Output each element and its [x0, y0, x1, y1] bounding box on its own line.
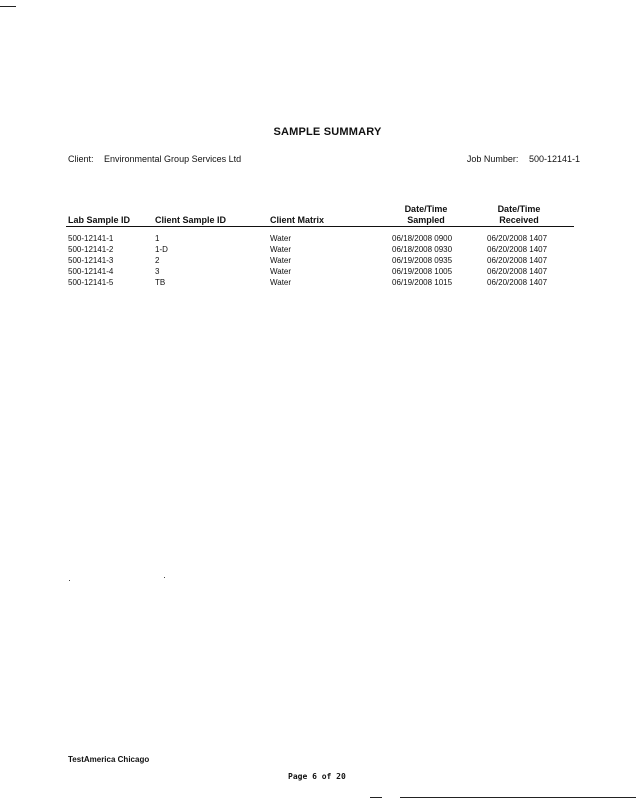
client-sample-id-cell: 3 — [155, 267, 160, 276]
sampled-datetime-cell: 06/19/2008 0935 — [392, 256, 453, 265]
header-client-matrix: Client Matrix — [270, 215, 325, 225]
lab-sample-id-cell: 500-12141-3 — [68, 256, 114, 265]
client-sample-id-cell: 2 — [155, 256, 160, 265]
client-sample-id-cell: TB — [155, 278, 166, 287]
job-number-value: 500-12141-1 — [528, 154, 580, 164]
sampled-datetime-cell: 06/18/2008 0930 — [392, 245, 453, 254]
header-sampled-line1: Date/Time — [404, 204, 448, 214]
client-matrix-cell: Water — [270, 256, 292, 265]
client-line — [68, 154, 241, 164]
header-received-line2: Received — [499, 215, 539, 225]
footer-company: TestAmerica Chicago — [68, 755, 150, 764]
sampled-datetime-cell: 06/18/2008 0900 — [392, 234, 453, 243]
header-client-sample-id: Client Sample ID — [155, 215, 227, 225]
lab-sample-id-cell: 500-12141-5 — [68, 278, 114, 287]
scan-speck — [69, 580, 70, 581]
header-received — [474, 204, 564, 226]
scan-edge-line — [400, 797, 636, 798]
table-row — [0, 267, 642, 278]
header-received-line1: Date/Time — [497, 204, 541, 214]
lab-sample-id-cell: 500-12141-1 — [68, 234, 114, 243]
table-row — [0, 278, 642, 289]
table-row — [0, 245, 642, 256]
job-number-label: Job Number: — [466, 154, 519, 164]
client-name: Environmental Group Services Ltd — [104, 154, 242, 164]
scan-speck — [164, 577, 165, 578]
job-number-line — [467, 154, 580, 164]
client-label: Client: — [68, 154, 94, 164]
received-datetime-cell: 06/20/2008 1407 — [487, 278, 548, 287]
scan-edge-line — [370, 797, 382, 798]
page-number: Page 6 of 20 — [288, 772, 346, 781]
lab-sample-id-cell: 500-12141-4 — [68, 267, 114, 276]
header-lab-sample-id: Lab Sample ID — [68, 215, 131, 225]
table-row — [0, 256, 642, 267]
client-sample-id-cell: 1 — [155, 234, 160, 243]
sampled-datetime-cell: 06/19/2008 1015 — [392, 278, 453, 287]
client-matrix-cell: Water — [270, 267, 292, 276]
scan-corner-mark — [0, 6, 16, 7]
header-sampled — [381, 204, 471, 226]
header-sampled-line2: Sampled — [407, 215, 445, 225]
client-sample-id-cell: 1-D — [155, 245, 168, 254]
received-datetime-cell: 06/20/2008 1407 — [487, 256, 548, 265]
client-matrix-cell: Water — [270, 234, 292, 243]
lab-sample-id-cell: 500-12141-2 — [68, 245, 114, 254]
header-rule — [66, 226, 574, 227]
received-datetime-cell: 06/20/2008 1407 — [487, 267, 548, 276]
page-title: SAMPLE SUMMARY — [273, 126, 382, 138]
received-datetime-cell: 06/20/2008 1407 — [487, 234, 548, 243]
sampled-datetime-cell: 06/19/2008 1005 — [392, 267, 453, 276]
client-matrix-cell: Water — [270, 278, 292, 287]
received-datetime-cell: 06/20/2008 1407 — [487, 245, 548, 254]
client-matrix-cell: Water — [270, 245, 292, 254]
table-row — [0, 234, 642, 245]
